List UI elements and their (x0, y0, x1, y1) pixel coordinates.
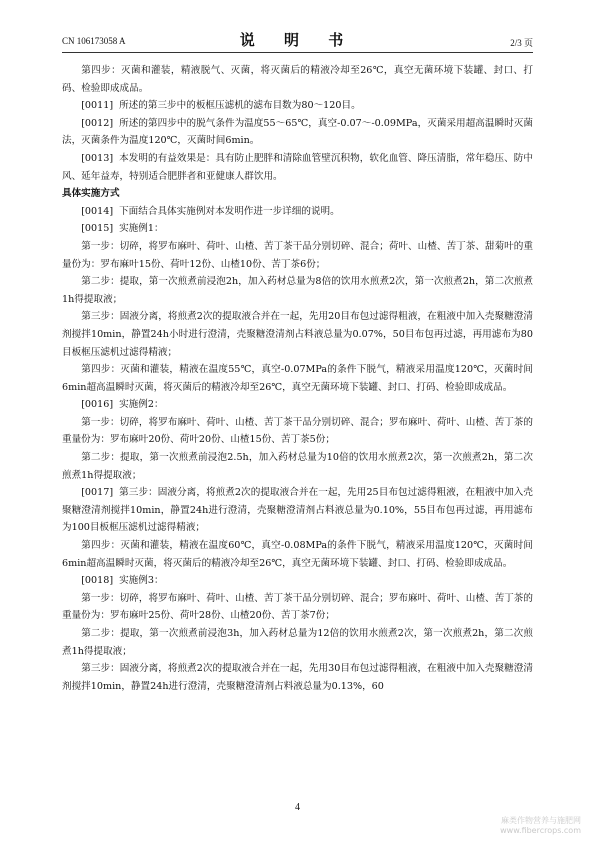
paragraph-text: 所述的第四步中的脱气条件为温度55～65℃，真空-0.07～-0.09MPa，灭菌采用超高温瞬时灭菌法，灭菌条件为温度120℃，灭菌时间6min。 (62, 117, 533, 147)
paragraph (62, 203, 533, 221)
paragraph-number: [0012] (81, 117, 114, 129)
paragraph (62, 62, 533, 97)
paragraph (62, 625, 533, 660)
paragraph-text: 第二步：提取，第一次煎煮前浸泡2h，加入药材总量为8倍的饮用水煎煮2次，第一次煎煮2h，第二次煎煮1h得提取液； (62, 276, 533, 305)
document-title: 说 明 书 (239, 31, 356, 49)
paragraph-text: 第三步：固液分离，将煎煮2次的提取液合并在一起，先用30目布包过滤得粗液，在粗液中加入壳聚糖澄清剂搅拌10min，静置24h进行澄清，壳聚糖澄清剂占料液总量为0.13%，60 (62, 663, 533, 692)
paragraph-text: 第一步：切碎，将罗布麻叶、荷叶、山楂、苦丁茶干品分别切碎、混合；罗布麻叶、荷叶、山楂、苦丁茶的重量份为：罗布麻叶20份、荷叶20份、山楂15份、苦丁茶5份； (62, 416, 533, 446)
paragraph (62, 660, 533, 695)
paragraph (62, 220, 533, 238)
paragraph-text: 本发明的有益效果是：具有防止肥胖和清除血管壁沉积物，软化血管、降压清脂，常年稳压、防中风、延年益寿，特别适合肥胖者和亚健康人群饮用。 (62, 152, 533, 182)
paragraph-text: 第二步：提取，第一次煎煮前浸泡2.5h，加入药材总量为10倍的饮用水煎煮2次，第一次煎煮2h，第二次煎煮1h得提取液； (62, 452, 533, 481)
paragraph-number: [0018] (81, 575, 114, 587)
site-watermark (500, 816, 581, 836)
document-number: CN 106173058 A (62, 36, 126, 46)
paragraph (62, 273, 533, 308)
paragraph-text: 第四步：灭菌和灌装，精液在温度60℃，真空-0.08MPa的条件下脱气，精液采用温度120℃，灭菌时间6min超高温瞬时灭菌，将灭菌后的精液冷却至26℃，真空无菌环境下装罐、封口、打码、检验即成成品。 (62, 540, 533, 569)
paragraph (62, 590, 533, 625)
watermark-url: www.fibercrops.com (500, 826, 581, 835)
paragraph-number: [0013] (81, 152, 114, 164)
paragraph-text: 第四步：灭菌和灌装，精液脱气、灭菌，将灭菌后的精液冷却至26℃，真空无菌环境下装罐、封口、打码、检验即成成品。 (62, 65, 533, 94)
paragraph-text: 第二步：提取，第一次煎煮前浸泡3h，加入药材总量为12倍的饮用水煎煮2次，第一次煎煮2h，第二次煎煮1h得提取液； (62, 628, 533, 657)
paragraph-number: [0014] (81, 205, 114, 217)
paragraph-text: 实施例3： (119, 575, 164, 587)
paragraph (62, 238, 533, 273)
paragraph (62, 396, 533, 414)
paragraph-number: [0011] (81, 100, 114, 112)
header-divider (62, 52, 533, 53)
paragraph-text: 所述的第三步中的板框压滤机的滤布目数为80～120目。 (119, 100, 361, 112)
paragraph-text: 第四步：灭菌和灌装，精液在温度55℃，真空-0.07MPa的条件下脱气，精液采用温度120℃，灭菌时间6min超高温瞬时灭菌，将灭菌后的精液冷却至26℃，真空无菌环境下装罐、封口、打码、检验即成成品。 (62, 364, 533, 393)
paragraph-text: 第三步：固液分离，将煎煮2次的提取液合并在一起，先用20目布包过滤得粗液，在粗液中加入壳聚糖澄清剂搅拌10min，静置24h小时进行澄清，壳聚糖澄清剂占料液总量为0.07%，50目布包再过滤，再用滤布为80目板框压滤机过滤得精液； (62, 311, 533, 358)
paragraph-text: 下面结合具体实施例对本发明作进一步详细的说明。 (119, 205, 340, 217)
paragraph (62, 150, 533, 185)
paragraph (62, 572, 533, 590)
paragraph-text: 第一步：切碎，将罗布麻叶、荷叶、山楂、苦丁茶干品分别切碎、混合；罗布麻叶、荷叶、山楂、苦丁茶的重量份为：罗布麻叶25份、荷叶28份、山楂20份、苦丁茶7份； (62, 592, 533, 622)
paragraph-text: 第一步：切碎，将罗布麻叶、荷叶、山楂、苦丁茶干品分别切碎、混合；荷叶、山楂、苦丁茶、甜菊叶的重量份为：罗布麻叶15份、荷叶12份、山楂10份、苦丁茶6份； (62, 240, 533, 270)
paragraph (62, 97, 533, 115)
intro-paragraphs (62, 62, 533, 185)
paragraph (62, 115, 533, 150)
paragraph-text: 实施例1： (119, 223, 164, 235)
page-header (62, 28, 533, 54)
paragraph-number: [0015] (81, 223, 114, 235)
paragraph (62, 414, 533, 449)
document-body (62, 62, 533, 695)
watermark-title: 麻类作物营养与施肥网 (501, 816, 581, 825)
paragraph (62, 308, 533, 361)
section-heading: 具体实施方式 (62, 188, 120, 200)
paragraph (62, 361, 533, 396)
embodiment-paragraphs (62, 203, 533, 696)
paragraph-text: 第三步：固液分离，将煎煮2次的提取液合并在一起，先用25目布包过滤得粗液，在粗液中加入壳聚糖澄清剂搅拌10min，静置24h进行澄清，壳聚糖澄清剂占料液总量为0.10%，55目布包再过滤，再用滤布为100目板框压滤机过滤得精液； (62, 487, 533, 534)
page-indicator: 2/3 页 (510, 38, 533, 48)
paragraph (62, 484, 533, 537)
paragraph-text: 实施例2： (119, 399, 164, 411)
page-number: 4 (295, 802, 300, 813)
paragraph (62, 537, 533, 572)
paragraph-number: [0017] (81, 487, 114, 499)
paragraph-number: [0016] (81, 399, 114, 411)
paragraph (62, 449, 533, 484)
